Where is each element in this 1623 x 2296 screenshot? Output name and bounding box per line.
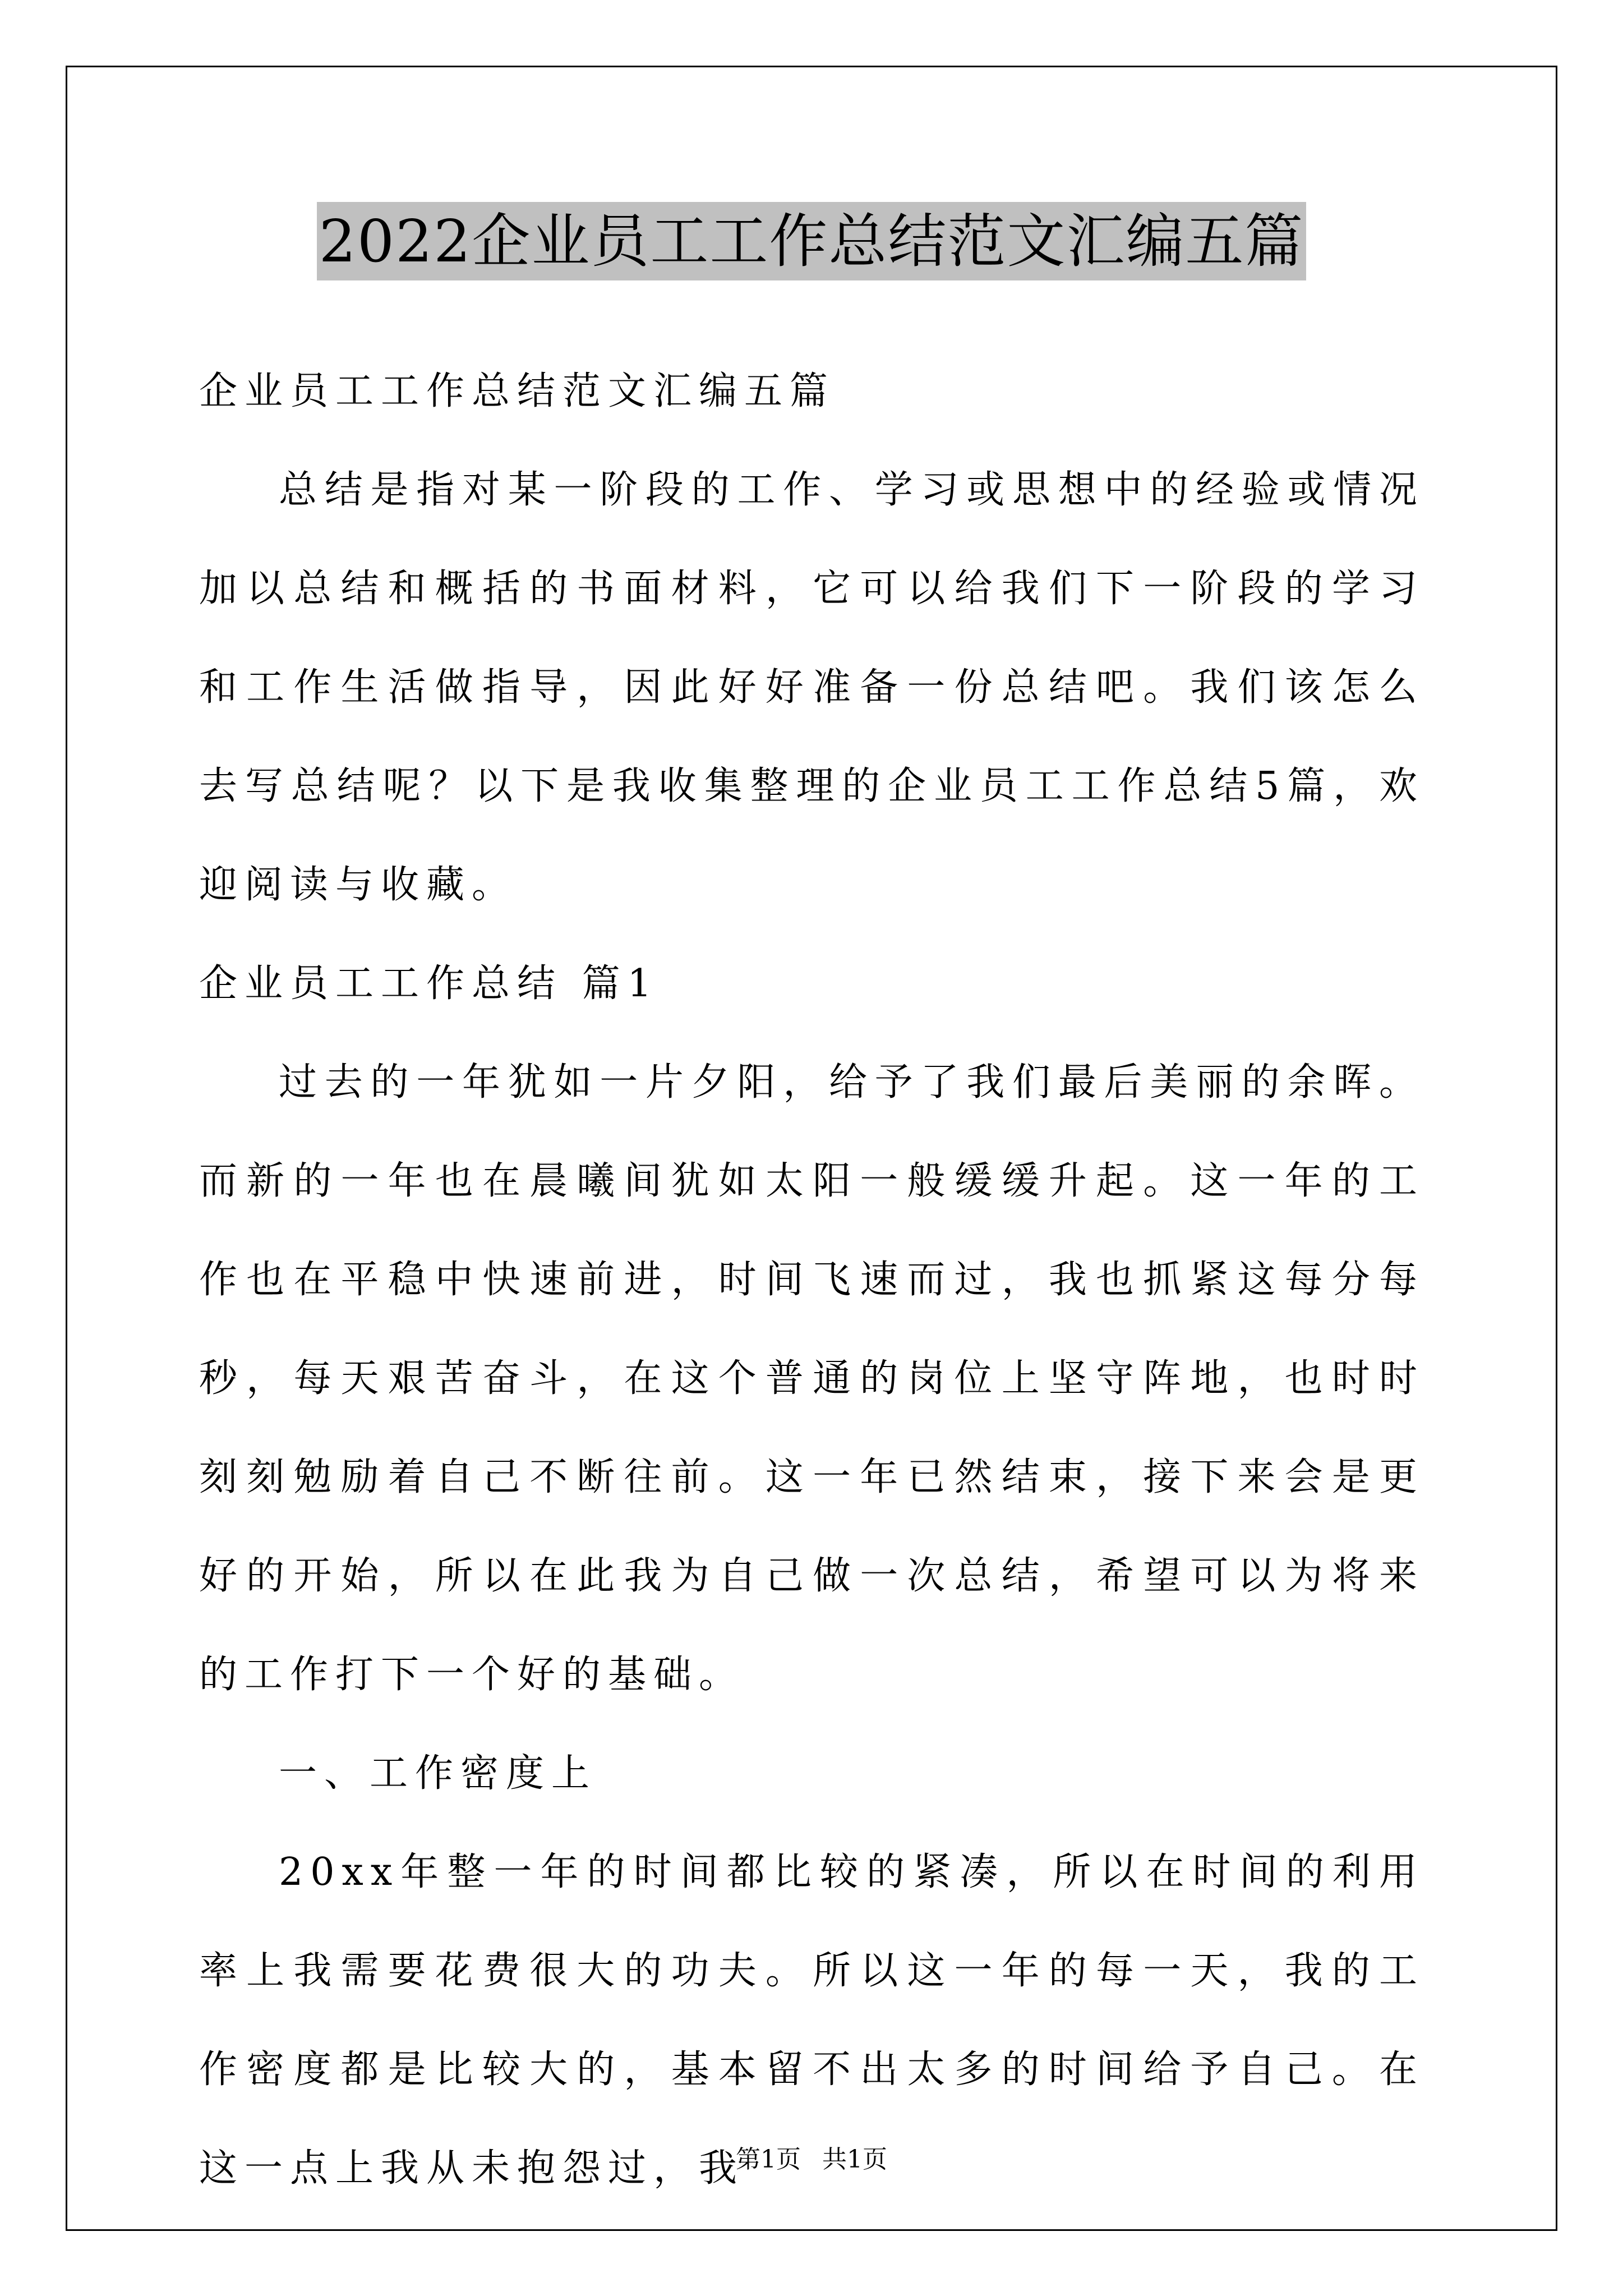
page-total: 共1页 [822, 2145, 887, 2174]
paragraph-subtitle: 企业员工工作总结范文汇编五篇 [199, 369, 836, 413]
page-number: 第1页 [736, 2145, 801, 2174]
paragraph-intro: 总结是指对某一阶段的工作、学习或思想中的经验或情况加以总结和概括的书面材料，它可以给我们下一阶段的学习和工作生活做指导，因此好好准备一份总结吧。我们该怎么去写总结呢？以下是我收集整理的企业员工工作总结5篇，欢迎阅读与收藏。 [199, 468, 1424, 907]
document-title: 2022企业员工工作总结范文汇编五篇 [317, 202, 1307, 280]
subsection-heading: 一、工作密度上 [279, 1751, 597, 1796]
section-heading: 企业员工工作总结 篇1 [199, 961, 659, 1006]
paragraph-body: 20xx年整一年的时间都比较的紧凑，所以在时间的利用率上我需要花费很大的功夫。所以这一年的每一天，我的工作密度都是比较大的，基本留不出太多的时间给予自己。在这一点上我从未抱怨过，我 [199, 1850, 1424, 2191]
page-footer [0, 2143, 1623, 2177]
paragraph-body: 过去的一年犹如一片夕阳，给予了我们最后美丽的余晖。而新的一年也在晨曦间犹如太阳一般缓缓升起。这一年的工作也在平稳中快速前进，时间飞速而过，我也抓紧这每分每秒，每天艰苦奋斗，在这个普通的岗位上坚守阵地，也时时刻刻勉励着自己不断往前。这一年已然结束，接下来会是更好的开始，所以在此我为自己做一次总结，希望可以为将来的工作打下一个好的基础。 [199, 1060, 1424, 1697]
document-body [199, 342, 1424, 2218]
title-container [0, 202, 1623, 280]
